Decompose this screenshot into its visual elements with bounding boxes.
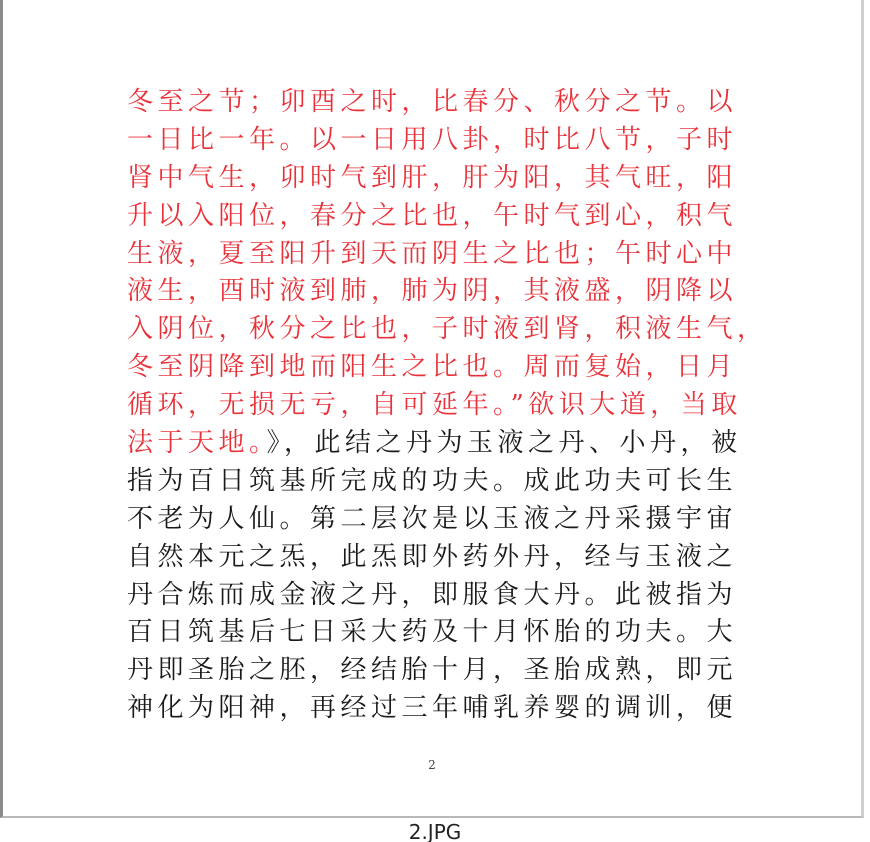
page-number: 2 — [428, 758, 436, 772]
text-line — [127, 273, 767, 311]
red-text-segment: 升以入阳位，春分之比也，午时气到心，积气 — [127, 200, 738, 231]
text-line — [127, 236, 767, 274]
red-text-segment: 冬至阴降到地而阳生之比也。周而复始，日月 — [127, 352, 738, 383]
black-text-segment: 丹即圣胎之胚，经结胎十月，圣胎成熟，即元 — [127, 655, 738, 686]
file-name-label: 2.JPG — [408, 820, 462, 842]
black-text-segment: 自然本元之炁，此炁即外药外丹，经与玉液之 — [127, 541, 738, 572]
red-text-segment: 法于天地。 — [127, 428, 267, 459]
text-line — [127, 690, 767, 728]
red-text-segment: 一日比一年。以一日用八卦，时比八节，子时 — [127, 124, 738, 155]
text-line — [127, 652, 767, 690]
text-line — [127, 501, 767, 539]
red-text-segment: 冬至之节；卯酉之时，比春分、秋分之节。以 — [127, 87, 738, 117]
black-text-segment: 不老为人仙。第二层次是以玉液之丹采摄宇宙 — [127, 503, 738, 534]
text-line — [127, 463, 767, 501]
text-line — [127, 122, 767, 160]
text-line — [127, 349, 767, 387]
red-text-segment: 入阴位，秋分之比也，子时液到肾，积液生气， — [127, 314, 768, 345]
text-line — [127, 577, 767, 615]
black-text-segment: 百日筑基后七日采大药及十月怀胎的功夫。大 — [127, 617, 738, 648]
page-text-block — [127, 84, 767, 728]
text-line — [127, 198, 767, 236]
text-line — [127, 425, 767, 463]
black-text-segment: 》，此结之丹为玉液之丹、小丹，被 — [266, 428, 742, 459]
text-line — [127, 387, 767, 425]
text-line — [127, 160, 767, 198]
black-text-segment: 指为百日筑基所完成的功夫。成此功夫可长生 — [127, 465, 738, 496]
text-line — [127, 84, 767, 122]
red-text-segment: 循环，无损无亏，自可延年。”欲识大道，当取 — [127, 390, 742, 421]
red-text-segment: 生液，夏至阳升到天而阴生之比也；午时心中 — [127, 238, 738, 269]
text-line — [127, 311, 767, 349]
text-line — [127, 614, 767, 652]
black-text-segment: 丹合炼而成金液之丹，即服食大丹。此被指为 — [127, 579, 738, 610]
red-text-segment: 肾中气生，卯时气到肝，肝为阳，其气旺，阳 — [127, 162, 738, 193]
red-text-segment: 液生，酉时液到肺，肺为阴，其液盛，阴降以 — [127, 276, 738, 307]
text-line — [127, 539, 767, 577]
black-text-segment: 神化为阳神，再经过三年哺乳养婴的调训，便 — [127, 693, 738, 724]
